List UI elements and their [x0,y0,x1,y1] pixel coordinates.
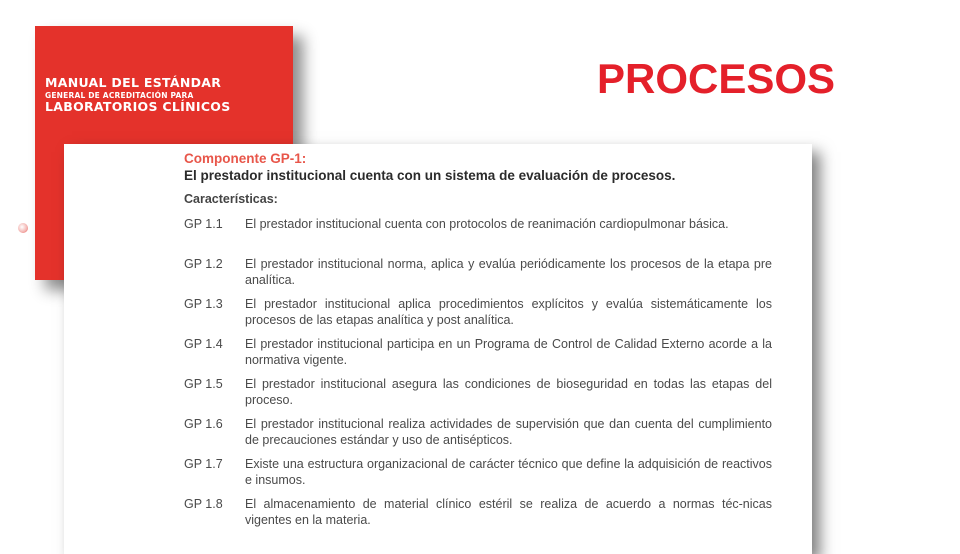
component-label: Componente GP-1: [184,151,307,166]
item-code: GP 1.7 [184,457,223,471]
item-text: El prestador institucional participa en un Programa de Control de Calidad Externo acorde a la normativa vigente. [245,337,772,367]
list-item [184,256,772,296]
item-text: El almacenamiento de material clínico estéril se realiza de acuerdo a normas téc-nicas vigentes en la materia. [245,497,772,527]
list-item [184,416,772,456]
characteristics-heading: Características: [184,192,278,206]
component-description: El prestador institucional cuenta con un sistema de evaluación de procesos. [184,168,676,183]
list-item [184,456,772,496]
list-item [184,296,772,336]
item-code: GP 1.5 [184,377,223,391]
item-text: El prestador institucional realiza actividades de supervisión que dan cuenta del cumplimiento de precauciones estándar y uso de antisépticos. [245,417,772,447]
list-item [184,496,772,536]
item-code: GP 1.8 [184,497,223,511]
list-item [184,336,772,376]
list-item [184,376,772,416]
cover-title-line-3: LABORATORIOS CLÍNICOS [45,99,231,114]
cover-title-line-1: MANUAL DEL ESTÁNDAR [45,75,222,90]
item-code: GP 1.3 [184,297,223,311]
item-text: El prestador institucional cuenta con protocolos de reanimación cardiopulmonar básica. [245,217,729,231]
item-code: GP 1.6 [184,417,223,431]
characteristics-list [184,216,772,536]
list-item [184,216,772,256]
cover-title-line-2: GENERAL DE ACREDITACIÓN PARA [45,90,194,100]
item-code: GP 1.4 [184,337,223,351]
manual-cover-title [45,77,231,114]
item-text: El prestador institucional norma, aplica y evalúa periódicamente los procesos de la etapa pre analítica. [245,257,772,287]
slide-title: PROCESOS [597,55,836,102]
item-text: El prestador institucional asegura las condiciones de bioseguridad en todas las etapas del proceso. [245,377,772,407]
item-code: GP 1.2 [184,257,223,271]
document-page [64,144,812,554]
item-text: Existe una estructura organizacional de carácter técnico que define la adquisición de reactivos e insumos. [245,457,772,487]
cover-logo-dot-icon [18,223,28,233]
item-code: GP 1.1 [184,217,223,231]
item-text: El prestador institucional aplica procedimientos explícitos y evalúa sistemáticamente los procesos de las etapas analítica y post analítica. [245,297,772,327]
